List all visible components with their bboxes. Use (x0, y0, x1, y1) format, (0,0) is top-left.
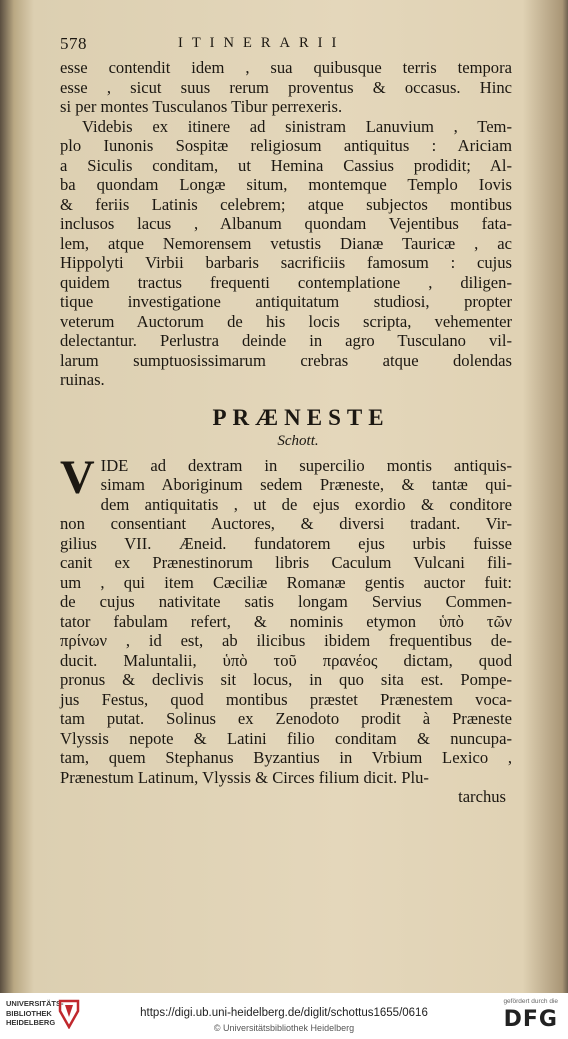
text-line: larum sumptuosissimarum crebras atque dolendas (60, 350, 512, 370)
funding-note: gefördert durch die (503, 998, 558, 1005)
section-subtitle: Schott. (277, 432, 319, 449)
page-url-link[interactable]: https://digi.ub.uni-heidelberg.de/diglit/schottus1655/0616 (140, 1007, 428, 1019)
dfg-logo: DFG (503, 1007, 558, 1032)
text-line: veterum Auctorum de his locis scripta, vehementer (60, 311, 512, 331)
text-line: πρίνων , id est, ab ilicibus ibidem frequentibus de- (60, 631, 512, 650)
page-body (60, 34, 512, 807)
text-line: quidem tractus frequenti contemplatione , diligen- (60, 272, 512, 292)
text-line: Hippolyti Virbii barbaris sacrificiis famosum : cujus (60, 253, 512, 272)
text-line: ba quondam Longæ situm, montemque Templo Iovis (60, 175, 512, 194)
text-line: IDE ad dextram in supercilio montis antiquis- (100, 455, 512, 475)
text-line: esse , sicut suus rerum proventus & occasus. Hinc (60, 77, 512, 97)
text-line: non consentiant Auctores, & diversi tradant. Vir- (60, 514, 512, 533)
text-line: si per montes Tusculanos Tibur perrexeris. (60, 97, 343, 116)
text-line: jus Festus, quod montibus præstet Prænestem voca- (60, 689, 512, 709)
text-line: delectantur. Perlustra deinde in agro Tusculano vil- (60, 331, 512, 350)
text-line: de cujus nativitate satis longam Servius Commen- (60, 592, 512, 611)
viewer-footer (0, 993, 568, 1039)
page-number: 578 (60, 34, 87, 53)
paragraph-2 (60, 117, 512, 390)
text-line: a Siculis conditam, ut Hemina Cassius prodidit; Al- (60, 155, 512, 175)
catchword: tarchus (458, 787, 506, 806)
text-line: gilius VII. Æneid. fundatorem ejus urbis fuisse (60, 533, 512, 553)
text-line: simam Aboriginum sedem Præneste, & tantæ qui- (100, 475, 512, 494)
text-line: tator fabulam refert, & nominis etymon ὑπὸ τῶν (60, 611, 512, 631)
library-name: UNIVERSITÄTS-BIBLIOTHEK HEIDELBERG (6, 999, 64, 1027)
text-line: Prænestum Latinum, Vlyssis & Circes filium dicit. Plu- (60, 767, 429, 787)
text-line: Videbis ex itinere ad sinistram Lanuvium , Tem- (82, 116, 512, 136)
running-header (60, 34, 512, 58)
text-line: esse contendit idem , sua quibusque terris tempora (60, 58, 512, 77)
text-line: & feriis Latinis celebrem; atque subjectos montibus (60, 194, 512, 214)
text-line: lem, atque Nemorensem vetustis Dianæ Tauricæ , ac (60, 233, 512, 253)
text-line: canit ex Prænestinorum libris Caculum Vulcani fili- (60, 553, 512, 572)
text-line: tam putat. Solinus ex Zenodoto prodit à Præneste (60, 709, 512, 728)
text-line: ruinas. (60, 370, 105, 389)
text-line: plo Iunonis Sospitæ religiosum antiquitus : Ariciam (60, 136, 512, 155)
running-title: ITINERARII (178, 35, 346, 51)
text-line: um , qui item Cæciliæ Romanæ gentis auctor fuit: (60, 572, 512, 592)
text-line: inclusos lacus , Albanum quondam Vejentibus fata- (60, 214, 512, 233)
text-line: tique investigatione antiquitatum studiosi, propter (60, 292, 512, 311)
copyright-notice: © Universitätsbibliothek Heidelberg (213, 1023, 355, 1033)
paragraph-1 (60, 58, 512, 117)
section-title: PRÆNESTE (212, 404, 390, 430)
text-line: ducit. Maluntalii, ὑπὸ τοῦ πρανέος dictam, quod (60, 650, 512, 670)
text-line: tam, quem Stephanus Byzantius in Vrbium Lexico , (60, 748, 512, 767)
text-line: pronus & declivis sit locus, in quo sita est. Pompe- (60, 670, 512, 689)
paragraph-3 (60, 450, 512, 807)
drop-cap: V (60, 450, 95, 504)
text-line: Vlyssis nepote & Latini filio conditam & nuncupa- (60, 728, 512, 748)
text-line: dem antiquitatis , ut de ejus exordio & conditore (100, 494, 512, 514)
